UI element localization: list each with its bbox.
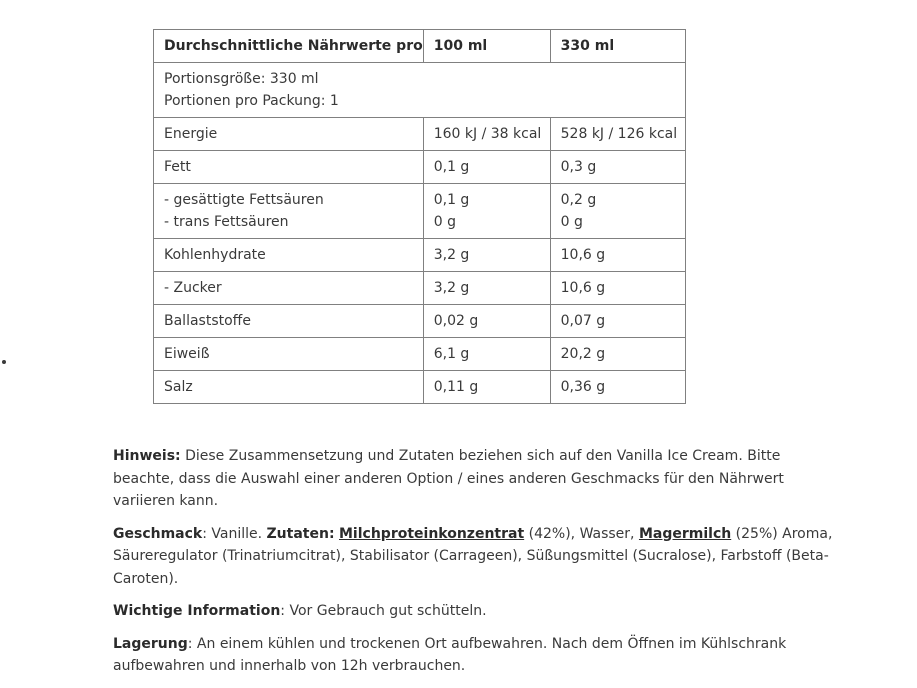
- table-row: [154, 305, 686, 338]
- nutrient-name: [154, 118, 424, 151]
- nutrition-table: [153, 29, 686, 404]
- cell-line: 0 g: [433, 214, 456, 230]
- header-nutrient: Durchschnittliche Nährwerte pro: [154, 30, 424, 63]
- wichtig-text: : Vor Gebrauch gut schütteln.: [280, 603, 487, 619]
- cell-line: 160 kJ / 38 kcal: [433, 126, 542, 142]
- cell-line: 0,11 g: [433, 379, 479, 395]
- value-100ml: [423, 272, 550, 305]
- cell-line: 0,3 g: [560, 159, 597, 175]
- ingredient2-rest: (25%) Aroma, Säureregulator (Trinatriumcitrat), Stabilisator (Carrageen), Süßungsmittel (Sucralose), Farbstoff (Beta-Caroten).: [113, 525, 833, 587]
- product-info: [113, 445, 833, 688]
- hinweis-label: Hinweis:: [113, 448, 181, 464]
- wichtig-paragraph: [113, 600, 833, 623]
- cell-line: 3,2 g: [433, 247, 470, 263]
- nutrient-name: [154, 151, 424, 184]
- lagerung-text: : An einem kühlen und trockenen Ort aufbewahren. Nach dem Öffnen im Kühlschrank aufbewahren und innerhalb von 12h verbrauchen.: [113, 635, 787, 674]
- value-100ml: [423, 118, 550, 151]
- cell-line: 3,2 g: [433, 280, 470, 296]
- value-100ml: [423, 151, 550, 184]
- cell-line: - Zucker: [164, 280, 222, 296]
- cell-line: 0,2 g: [560, 192, 597, 208]
- value-330ml: [550, 338, 685, 371]
- hinweis-paragraph: [113, 445, 833, 513]
- header-100ml: 100 ml: [423, 30, 550, 63]
- value-330ml: [550, 371, 685, 404]
- value-100ml: [423, 338, 550, 371]
- nutrient-name: [154, 239, 424, 272]
- table-row: [154, 118, 686, 151]
- geschmack-paragraph: [113, 523, 833, 591]
- cell-line: 6,1 g: [433, 346, 470, 362]
- cell-line: - trans Fettsäuren: [164, 214, 289, 230]
- lagerung-label: Lagerung: [113, 635, 188, 652]
- table-row: [154, 239, 686, 272]
- ingredient1-rest: (42%), Wasser,: [524, 525, 639, 542]
- cell-line: 0,02 g: [433, 313, 479, 329]
- value-330ml: [550, 272, 685, 305]
- portion-size: Portionsgröße: 330 ml: [164, 71, 319, 87]
- cell-line: 10,6 g: [560, 280, 606, 296]
- cell-line: 10,6 g: [560, 247, 606, 263]
- nutrient-name: [154, 371, 424, 404]
- value-330ml: [550, 151, 685, 184]
- cell-line: 0,36 g: [560, 379, 606, 395]
- cell-line: - gesättigte Fettsäuren: [164, 192, 324, 208]
- nutrient-name: [154, 305, 424, 338]
- geschmack-text: : Vanille.: [202, 525, 267, 542]
- geschmack-label: Geschmack: [113, 525, 203, 542]
- value-100ml: [423, 305, 550, 338]
- ingredient-magermilch: Magermilch: [638, 525, 732, 542]
- portion-info: [154, 63, 686, 118]
- cell-line: Fett: [164, 159, 191, 175]
- cell-line: Salz: [164, 379, 193, 395]
- lagerung-paragraph: [113, 633, 833, 678]
- value-330ml: [550, 305, 685, 338]
- cell-line: 0,07 g: [560, 313, 606, 329]
- header-330ml: 330 ml: [550, 30, 685, 63]
- cell-line: Eiweiß: [164, 346, 210, 362]
- zutaten-label: Zutaten:: [266, 525, 335, 542]
- value-330ml: [550, 239, 685, 272]
- table-row: [154, 338, 686, 371]
- table-header-row: [154, 30, 686, 63]
- cell-line: 20,2 g: [560, 346, 606, 362]
- value-330ml: [550, 184, 685, 239]
- value-100ml: [423, 184, 550, 239]
- table-row: [154, 371, 686, 404]
- cell-line: Kohlenhydrate: [164, 247, 266, 263]
- value-330ml: [550, 118, 685, 151]
- nutrient-name: [154, 272, 424, 305]
- hinweis-text: Diese Zusammensetzung und Zutaten beziehen sich auf den Vanilla Ice Cream. Bitte beachte, dass die Auswahl einer anderen Option / eines anderen Geschmacks für den Nährwert variieren kann.: [113, 448, 784, 509]
- cell-line: 0,1 g: [433, 159, 470, 175]
- value-100ml: [423, 371, 550, 404]
- wichtig-label: Wichtige Information: [113, 603, 281, 619]
- cell-line: Energie: [164, 126, 218, 142]
- ingredient-milchprotein: Milchproteinkonzentrat: [339, 525, 525, 542]
- table-row: [154, 151, 686, 184]
- cell-line: 0,1 g: [433, 192, 470, 208]
- cell-line: 528 kJ / 126 kcal: [560, 126, 678, 142]
- bullet-dot: [2, 360, 6, 364]
- portion-row: [154, 63, 686, 118]
- table-row: [154, 184, 686, 239]
- table-row: [154, 272, 686, 305]
- cell-line: 0 g: [560, 214, 583, 230]
- value-100ml: [423, 239, 550, 272]
- cell-line: Ballaststoffe: [164, 313, 251, 329]
- portions-per-pack: Portionen pro Packung: 1: [164, 93, 339, 109]
- nutrient-name: [154, 184, 424, 239]
- nutrient-name: [154, 338, 424, 371]
